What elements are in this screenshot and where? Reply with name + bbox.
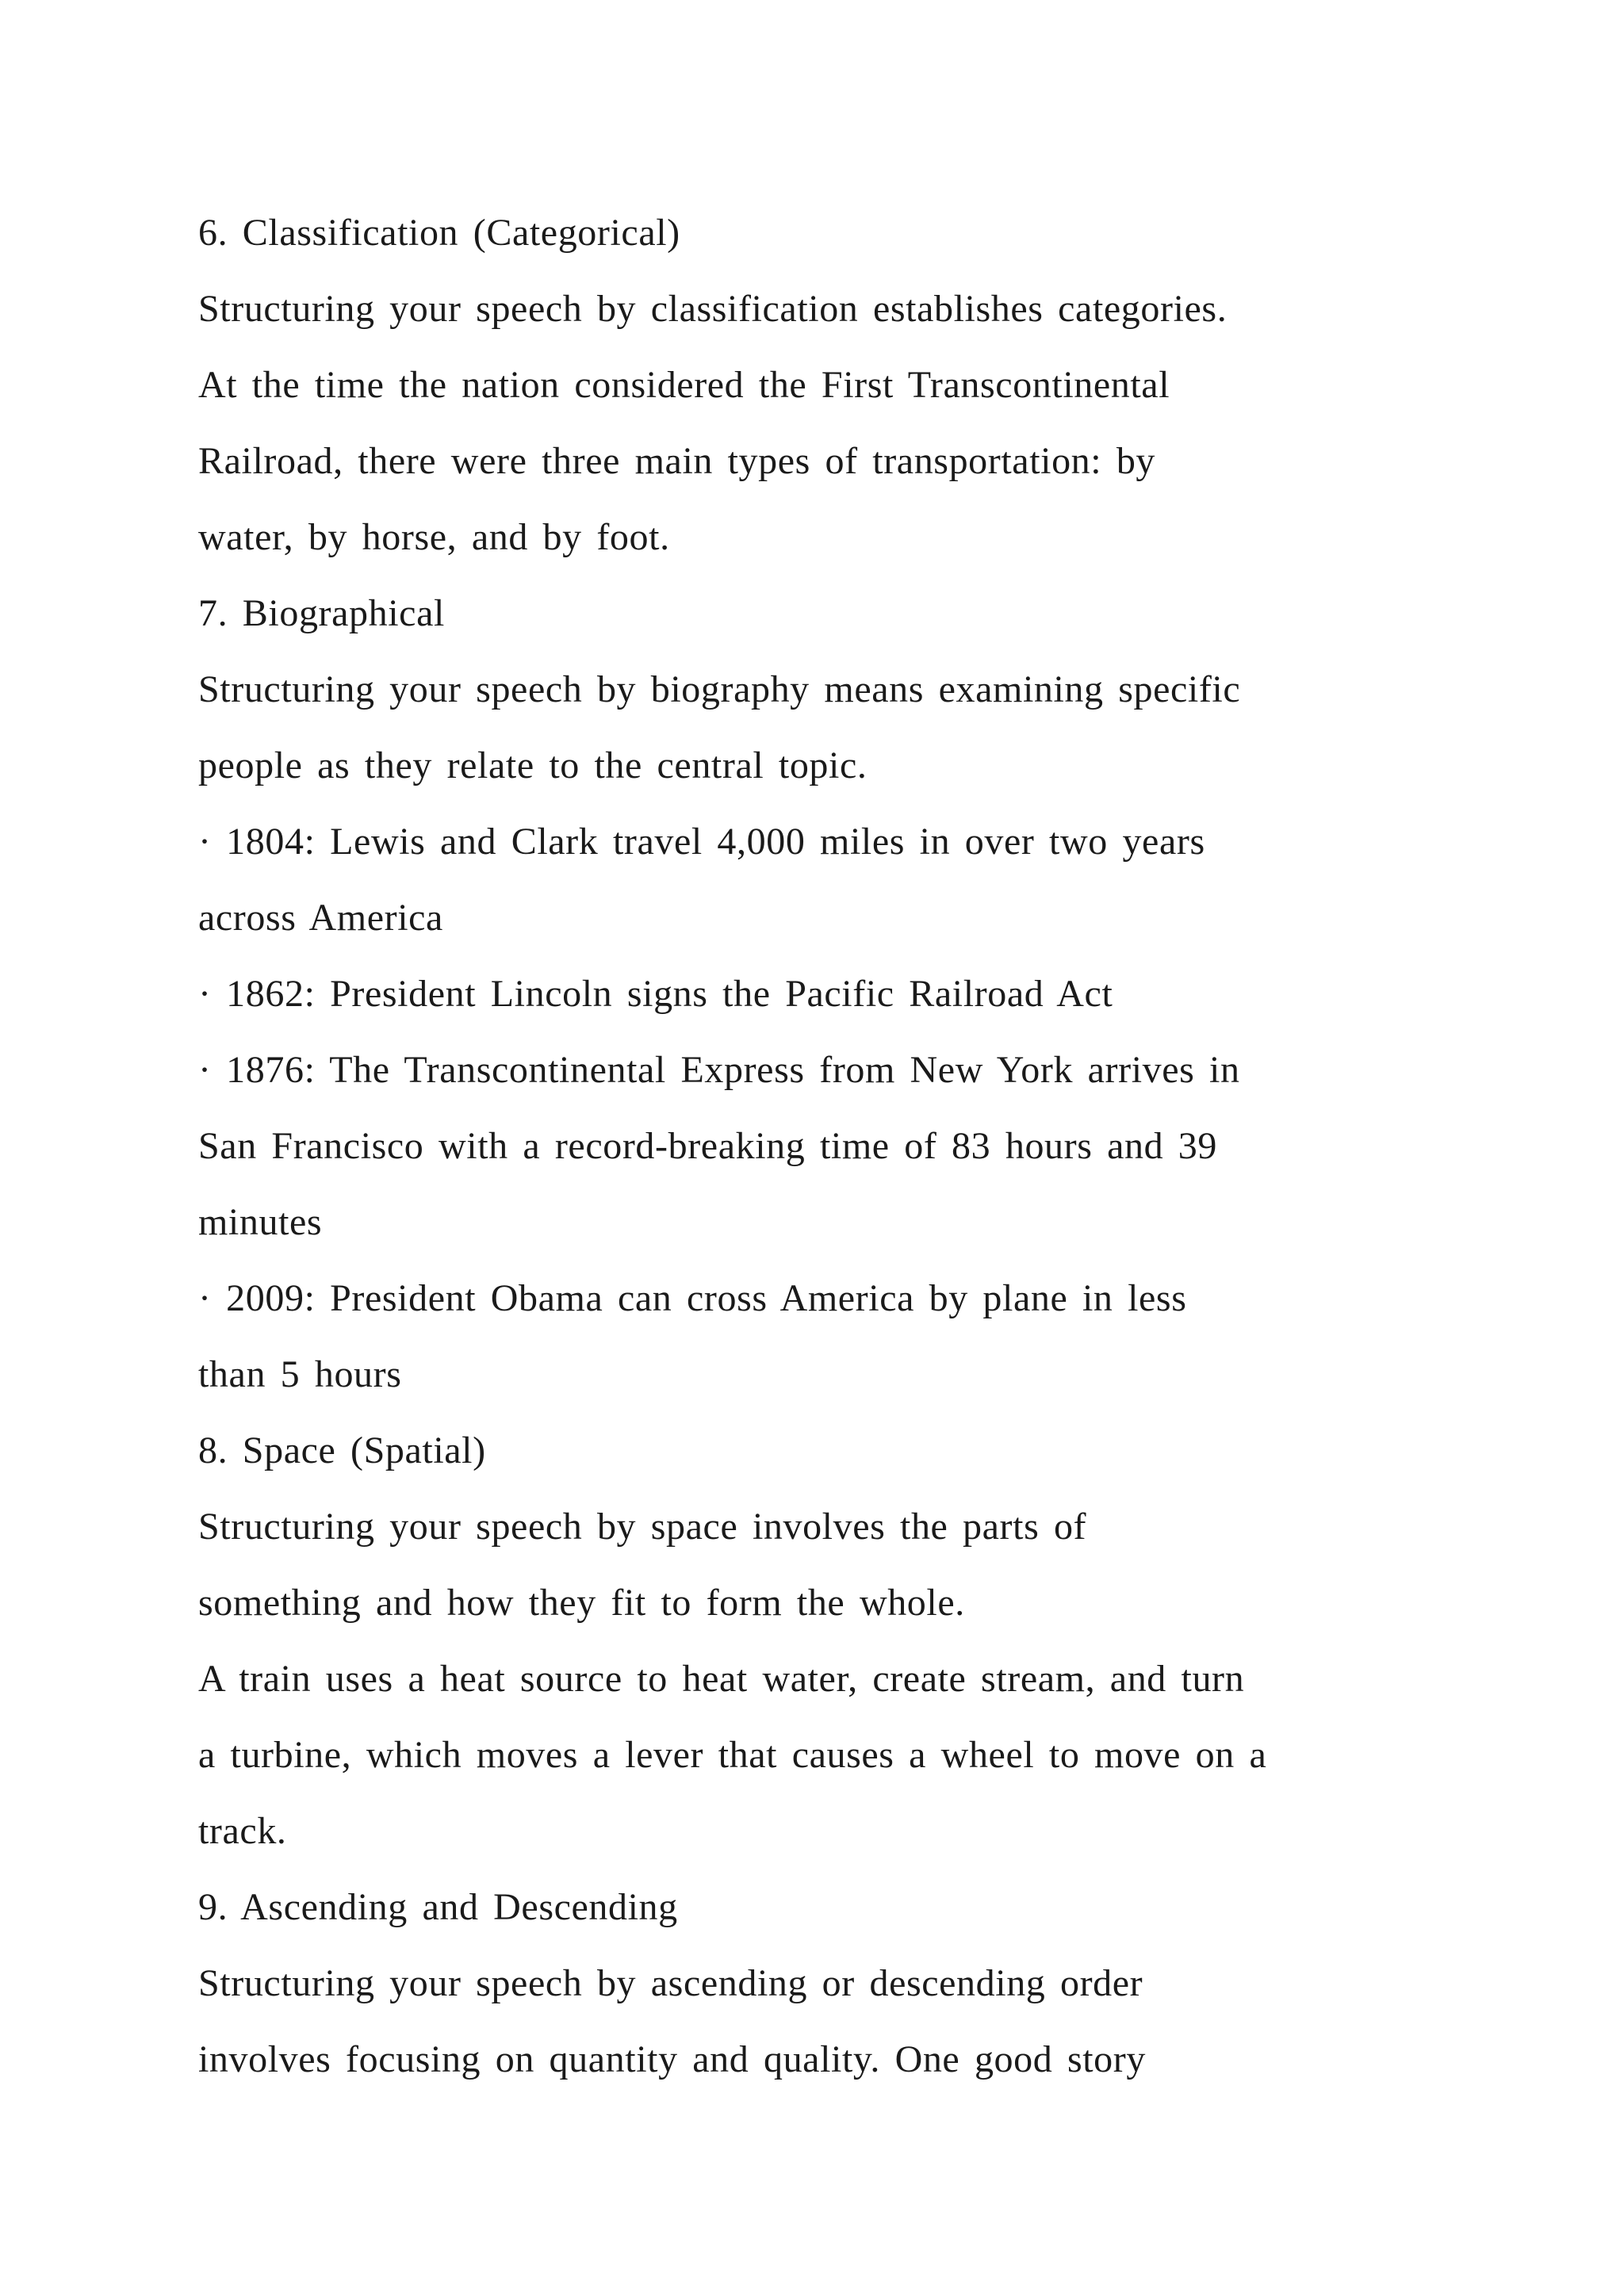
document-body bbox=[198, 195, 1451, 2098]
section-heading-space: 8. Space (Spatial) bbox=[198, 1429, 486, 1471]
paragraph-line: Structuring your speech by biography means examining specific bbox=[198, 668, 1241, 710]
paragraph-line: involves focusing on quantity and quality. One good story bbox=[198, 2038, 1146, 2080]
paragraph-line: a turbine, which moves a lever that causes a wheel to move on a bbox=[198, 1734, 1267, 1776]
section-heading-ascending-descending: 9. Ascending and Descending bbox=[198, 1886, 678, 1928]
bullet-item-2009-continued: than 5 hours bbox=[198, 1353, 402, 1395]
section-heading-biographical: 7. Biographical bbox=[198, 592, 445, 634]
paragraph-line: water, by horse, and by foot. bbox=[198, 516, 670, 558]
bullet-item-2009: · 2009: President Obama can cross America by plane in less bbox=[198, 1277, 1187, 1319]
paragraph-line: track. bbox=[198, 1810, 287, 1852]
bullet-item-1862: · 1862: President Lincoln signs the Pacific Railroad Act bbox=[198, 973, 1113, 1015]
section-heading-classification: 6. Classification (Categorical) bbox=[198, 212, 680, 254]
paragraph-line: Structuring your speech by space involves the parts of bbox=[198, 1506, 1087, 1548]
bullet-item-1804: · 1804: Lewis and Clark travel 4,000 miles in over two years bbox=[198, 821, 1205, 863]
paragraph-line: something and how they fit to form the whole. bbox=[198, 1582, 965, 1624]
bullet-item-1876: · 1876: The Transcontinental Express from New York arrives in bbox=[198, 1049, 1240, 1091]
paragraph-line: people as they relate to the central topic. bbox=[198, 744, 868, 786]
paragraph-line: Structuring your speech by ascending or descending order bbox=[198, 1962, 1143, 2004]
paragraph-line: Railroad, there were three main types of transportation: by bbox=[198, 440, 1156, 482]
paragraph-line: A train uses a heat source to heat water, create stream, and turn bbox=[198, 1658, 1245, 1700]
paragraph-line: Structuring your speech by classification establishes categories. bbox=[198, 288, 1228, 330]
bullet-item-1876-continued: minutes bbox=[198, 1201, 323, 1243]
bullet-item-1876-continued: San Francisco with a record-breaking time of 83 hours and 39 bbox=[198, 1125, 1218, 1167]
bullet-item-1804-continued: across America bbox=[198, 897, 443, 939]
paragraph-line: At the time the nation considered the First Transcontinental bbox=[198, 364, 1170, 406]
